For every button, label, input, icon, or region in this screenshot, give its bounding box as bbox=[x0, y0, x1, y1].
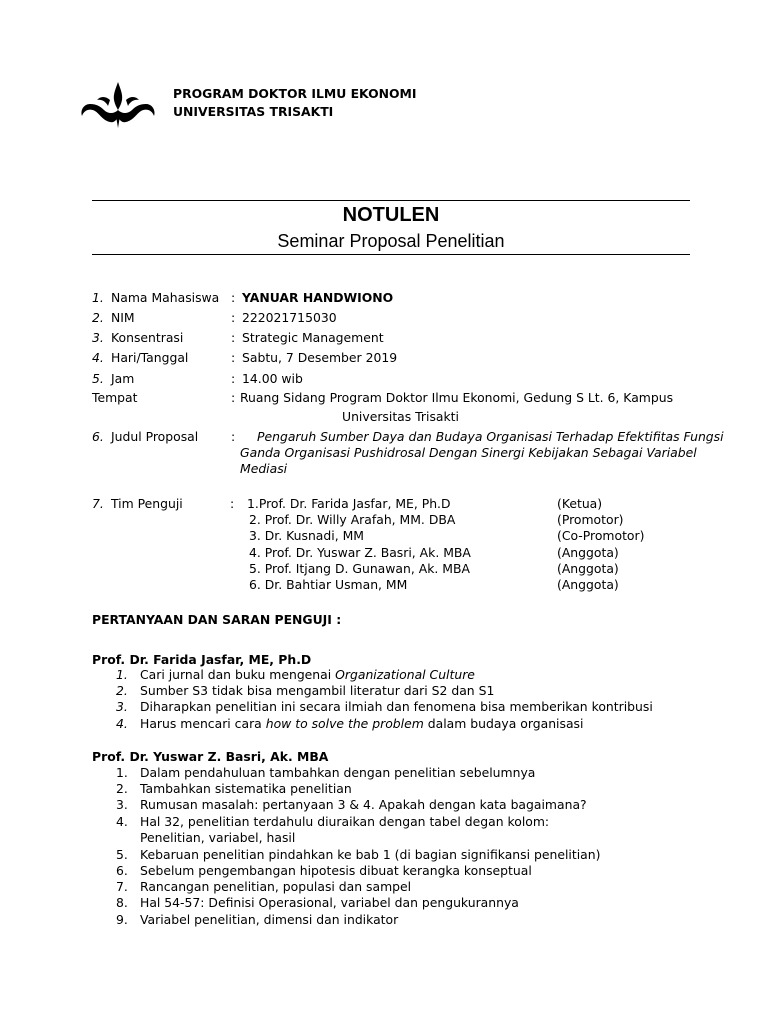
list-item-emphasis: Organizational Culture bbox=[335, 667, 475, 682]
row-colon: : bbox=[231, 330, 236, 345]
row-colon: : bbox=[231, 390, 236, 405]
row-label: Tempat bbox=[92, 390, 138, 405]
row-colon: : bbox=[231, 371, 236, 386]
list-number: 9. bbox=[116, 912, 128, 927]
list-item: Rancangan penelitian, populasi dan sampel bbox=[140, 879, 412, 894]
list-item-text: Cari jurnal dan buku mengenai bbox=[140, 667, 336, 682]
row-colon: : bbox=[231, 429, 236, 444]
list-number: 7. bbox=[116, 879, 128, 894]
examiner-role: (Ketua) bbox=[557, 496, 603, 511]
list-item: Rumusan masalah: pertanyaan 3 & 4. Apakah dengan kata bagaimana? bbox=[140, 797, 587, 812]
row-label: Nama Mahasiswa bbox=[111, 290, 220, 305]
list-item: Sebelum pengembangan hipotesis dibuat kerangka konseptual bbox=[140, 863, 532, 878]
row-label: Jam bbox=[111, 371, 135, 386]
row-value: Strategic Management bbox=[242, 330, 384, 345]
row-number: 1. bbox=[92, 290, 104, 305]
row-value: 14.00 wib bbox=[242, 371, 303, 386]
tempat-value-continued: Universitas Trisakti bbox=[342, 409, 459, 424]
list-number: 4. bbox=[116, 814, 128, 829]
examiner-name: 1.Prof. Dr. Farida Jasfar, ME, Ph.D bbox=[247, 496, 451, 511]
bottom-divider bbox=[92, 254, 690, 255]
row-colon: : bbox=[231, 290, 236, 305]
list-number: 2. bbox=[116, 781, 128, 796]
examiner-name: 4. Prof. Dr. Yuswar Z. Basri, Ak. MBA bbox=[249, 545, 471, 560]
university-logo bbox=[80, 80, 156, 130]
row-label: Hari/Tanggal bbox=[111, 350, 189, 365]
list-item-text: dalam budaya organisasi bbox=[423, 716, 584, 731]
list-item-continued: Penelitian, variabel, hasil bbox=[140, 830, 296, 845]
trisakti-emblem-icon bbox=[80, 80, 156, 130]
row-value: Sabtu, 7 Desember 2019 bbox=[242, 350, 398, 365]
top-divider bbox=[92, 200, 690, 201]
list-item bbox=[140, 667, 475, 683]
proposal-title-line2: Ganda Organisasi Pushidrosal Dengan Sinergi Kebijakan Sebagai Variabel bbox=[240, 445, 697, 460]
row-number: 4. bbox=[92, 350, 104, 365]
examiner-name: 2. Prof. Dr. Willy Arafah, MM. DBA bbox=[249, 512, 456, 527]
list-number: 4. bbox=[116, 716, 128, 731]
university-name: UNIVERSITAS TRISAKTI bbox=[173, 104, 334, 119]
list-item: Sumber S3 tidak bisa mengambil literatur dari S2 dan S1 bbox=[140, 683, 495, 698]
document-title: NOTULEN bbox=[342, 204, 440, 226]
proposal-title-line3: Mediasi bbox=[240, 461, 288, 476]
proposal-title-line1: Pengaruh Sumber Daya dan Budaya Organisasi Terhadap Efektifitas Fungsi bbox=[257, 429, 724, 444]
reviewer-name: Prof. Dr. Yuswar Z. Basri, Ak. MBA bbox=[92, 749, 329, 764]
list-number: 8. bbox=[116, 895, 128, 910]
row-label: Tim Penguji bbox=[111, 496, 183, 511]
row-number: 5. bbox=[92, 371, 104, 386]
row-number: 3. bbox=[92, 330, 104, 345]
list-number: 1. bbox=[116, 667, 128, 682]
examiner-role: (Promotor) bbox=[557, 512, 624, 527]
row-number: 7. bbox=[92, 496, 104, 511]
list-item bbox=[140, 716, 583, 732]
list-item: Dalam pendahuluan tambahkan dengan penelitian sebelumnya bbox=[140, 765, 536, 780]
section-heading: PERTANYAAN DAN SARAN PENGUJI : bbox=[92, 612, 342, 627]
examiner-name: 3. Dr. Kusnadi, MM bbox=[249, 528, 364, 543]
examiner-role: (Anggota) bbox=[557, 577, 619, 592]
list-item: Kebaruan penelitian pindahkan ke bab 1 (di bagian signifikansi penelitian) bbox=[140, 847, 601, 862]
examiner-name: 6. Dr. Bahtiar Usman, MM bbox=[249, 577, 408, 592]
list-number: 3. bbox=[116, 797, 128, 812]
reviewer-name: Prof. Dr. Farida Jasfar, ME, Ph.D bbox=[92, 652, 312, 667]
examiner-role: (Anggota) bbox=[557, 545, 619, 560]
list-number: 3. bbox=[116, 699, 128, 714]
row-label: Judul Proposal bbox=[111, 429, 199, 444]
row-colon: : bbox=[231, 310, 236, 325]
examiner-role: (Anggota) bbox=[557, 561, 619, 576]
list-number: 1. bbox=[116, 765, 128, 780]
row-colon: : bbox=[231, 350, 236, 365]
row-label: NIM bbox=[111, 310, 135, 325]
list-item: Tambahkan sistematika penelitian bbox=[140, 781, 352, 796]
row-value: YANUAR HANDWIONO bbox=[242, 290, 394, 305]
list-item: Hal 54-57: Definisi Operasional, variabel dan pengukurannya bbox=[140, 895, 519, 910]
list-number: 5. bbox=[116, 847, 128, 862]
examiner-role: (Co-Promotor) bbox=[557, 528, 645, 543]
row-value: 222021715030 bbox=[242, 310, 337, 325]
row-value: Ruang Sidang Program Doktor Ilmu Ekonomi, Gedung S Lt. 6, Kampus bbox=[240, 390, 674, 405]
row-number: 2. bbox=[92, 310, 104, 325]
row-colon: : bbox=[230, 496, 235, 511]
list-item-emphasis: how to solve the problem bbox=[265, 716, 424, 731]
list-item: Hal 32, penelitian terdahulu diuraikan dengan tabel degan kolom: bbox=[140, 814, 550, 829]
list-item-text: Harus mencari cara bbox=[140, 716, 266, 731]
row-label: Konsentrasi bbox=[111, 330, 184, 345]
list-item: Variabel penelitian, dimensi dan indikator bbox=[140, 912, 399, 927]
list-item: Diharapkan penelitian ini secara ilmiah dan fenomena bisa memberikan kontribusi bbox=[140, 699, 653, 714]
institution-name: PROGRAM DOKTOR ILMU EKONOMI bbox=[173, 86, 417, 101]
examiner-name: 5. Prof. Itjang D. Gunawan, Ak. MBA bbox=[249, 561, 470, 576]
list-number: 2. bbox=[116, 683, 128, 698]
document-subtitle: Seminar Proposal Penelitian bbox=[277, 231, 505, 251]
list-number: 6. bbox=[116, 863, 128, 878]
row-number: 6. bbox=[92, 429, 104, 444]
